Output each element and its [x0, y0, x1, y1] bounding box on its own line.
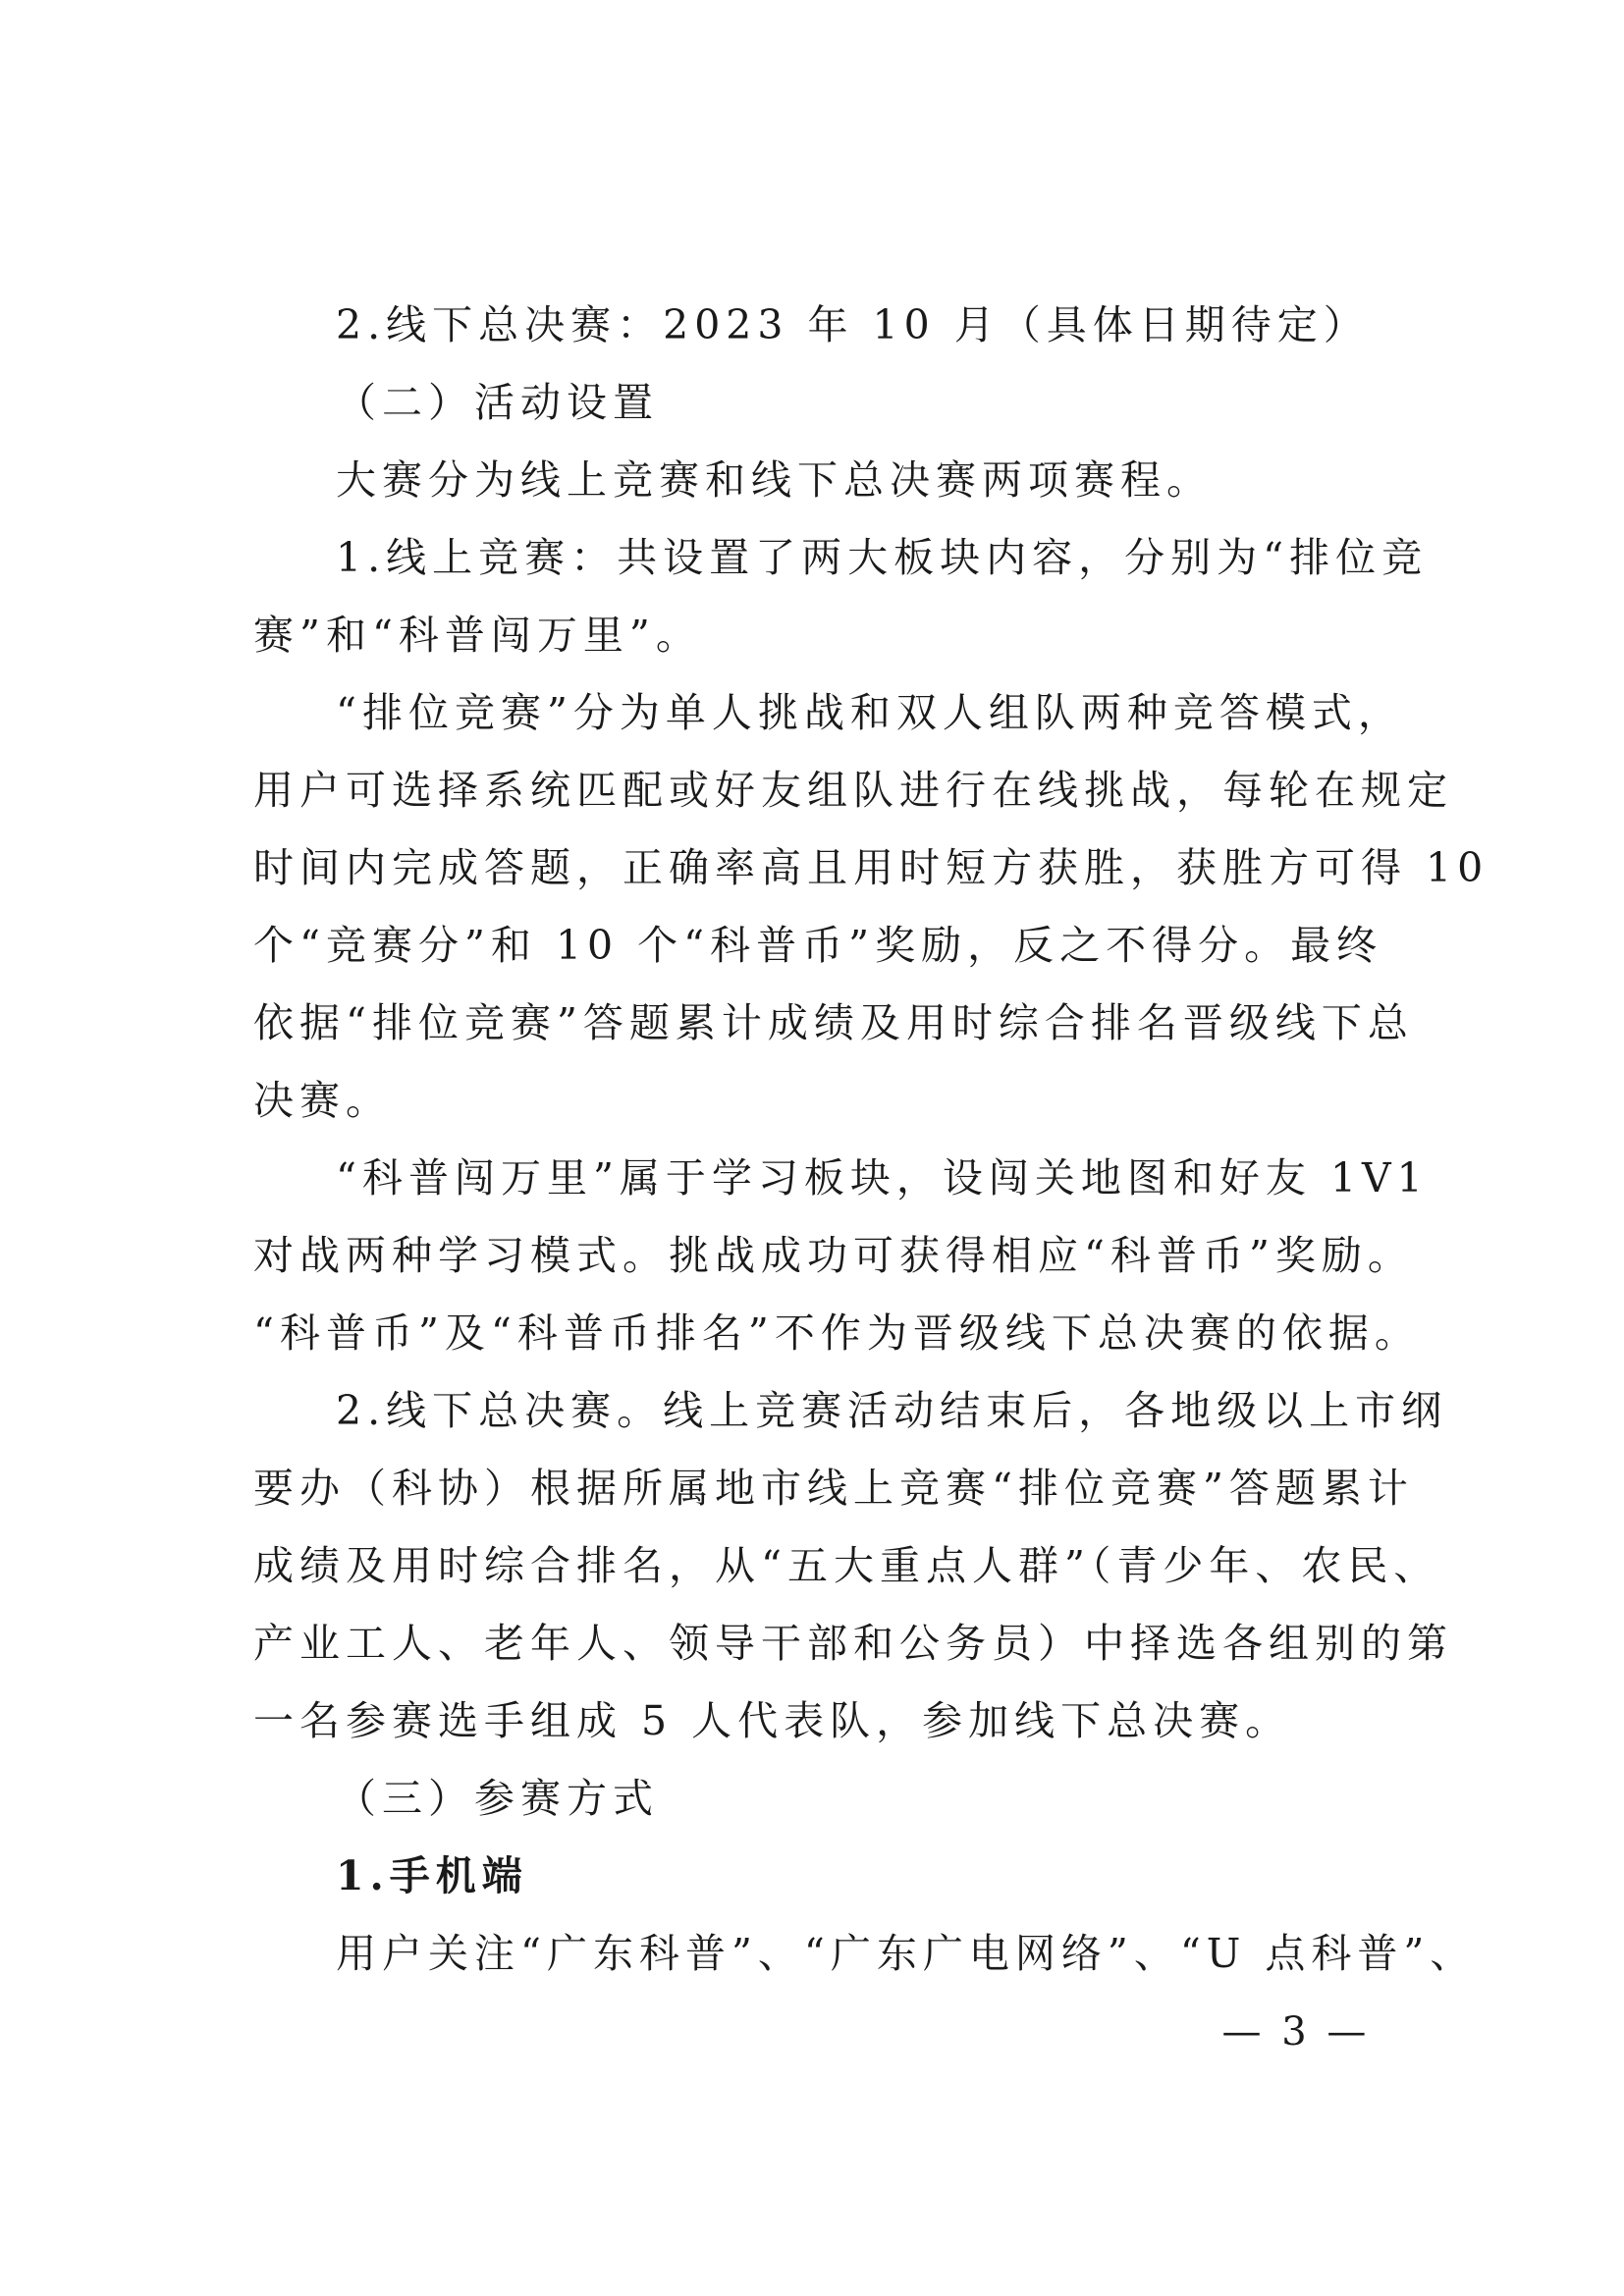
paragraph-line: 用户关注“广东科普”、“广东广电网络”、“U 点科普”、 — [336, 1930, 1477, 1977]
paragraph-line: 成绩及用时综合排名，从“五大重点人群”（青少年、农民、 — [253, 1542, 1440, 1589]
paragraph-line: “科普闯万里”属于学习板块，设闯关地图和好友 1V1 — [336, 1154, 1429, 1201]
paragraph-line: “科普币”及“科普币排名”不作为晋级线下总决赛的依据。 — [253, 1309, 1421, 1357]
section-heading: （二）活动设置 — [336, 379, 659, 426]
paragraph-line: 用户可选择系统匹配或好友组队进行在线挑战，每轮在规定 — [253, 767, 1453, 814]
paragraph-line: 2.线下总决赛：2023 年 10 月（具体日期待定） — [336, 301, 1370, 348]
paragraph-line: 大赛分为线上竞赛和线下总决赛两项赛程。 — [336, 456, 1213, 504]
paragraph-line: 赛”和“科普闯万里”。 — [253, 612, 702, 659]
subsection-heading: 1.手机端 — [336, 1852, 528, 1899]
paragraph-line: “排位竞赛”分为单人挑战和双人组队两种竞答模式， — [336, 689, 1404, 736]
section-heading: （三）参赛方式 — [336, 1775, 659, 1822]
paragraph-line: 2.线下总决赛。线上竞赛活动结束后，各地级以上市纲 — [336, 1387, 1448, 1434]
paragraph-line: 一名参赛选手组成 5 人代表队，参加线下总决赛。 — [253, 1697, 1292, 1744]
paragraph-line: 对战两种学习模式。挑战成功可获得相应“科普币”奖励。 — [253, 1232, 1414, 1279]
paragraph-line: 要办（科协）根据所属地市线上竞赛“排位竞赛”答题累计 — [253, 1465, 1414, 1512]
paragraph-line: 产业工人、老年人、领导干部和公务员）中择选各组别的第 — [253, 1620, 1453, 1667]
document-body — [253, 287, 1489, 1993]
paragraph-line: 时间内完成答题，正确率高且用时短方获胜，获胜方可得 10 — [253, 844, 1489, 891]
paragraph-line: 1.线上竞赛：共设置了两大板块内容，分别为“排位竞 — [336, 534, 1429, 581]
page-number: — 3 — — [1221, 2009, 1371, 2055]
paragraph-line: 依据“排位竞赛”答题累计成绩及用时综合排名晋级线下总 — [253, 999, 1414, 1046]
paragraph-line: 个“竞赛分”和 10 个“科普币”奖励，反之不得分。最终 — [253, 922, 1383, 969]
paragraph-line: 决赛。 — [253, 1077, 392, 1124]
